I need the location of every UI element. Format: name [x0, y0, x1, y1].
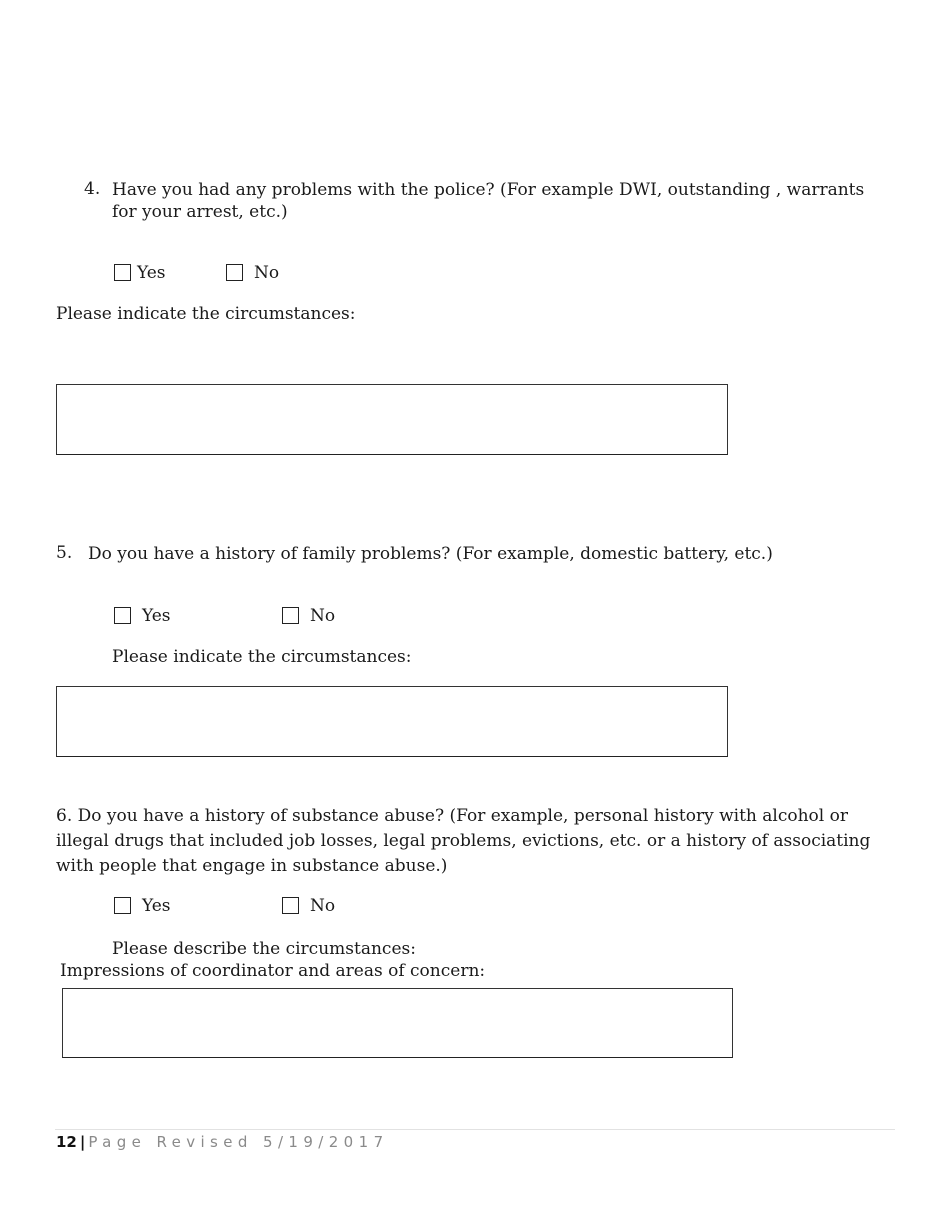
question-4-number: 4. [84, 179, 101, 199]
question-6-yes-label: Yes [142, 896, 171, 916]
question-5-yes-label: Yes [142, 606, 171, 626]
question-6-no-checkbox[interactable] [282, 897, 299, 914]
footer-revision-text: Page Revised 5/19/2017 [88, 1133, 389, 1151]
question-6-yes-checkbox[interactable] [114, 897, 131, 914]
question-4-no-label: No [254, 263, 280, 283]
coordinator-impressions-label: Impressions of coordinator and areas of concern: [60, 961, 486, 981]
question-5-answer-box[interactable] [56, 686, 728, 757]
question-5-text: Do you have a history of family problems? (For example, domestic battery, etc.) [88, 544, 773, 564]
question-5-no-checkbox[interactable] [282, 607, 299, 624]
question-4-text: Have you had any problems with the police? (For example DWI, outstanding , warrants for your arrest, etc.) [112, 180, 865, 222]
question-5-prompt: Please indicate the circumstances: [112, 647, 412, 667]
question-6-no-label: No [310, 896, 336, 916]
question-4-answer-box[interactable] [56, 384, 728, 455]
question-4-yes-label: Yes [137, 263, 166, 283]
footer-separator: | [79, 1133, 86, 1151]
question-5-no-label: No [310, 606, 336, 626]
question-5-number: 5. [56, 543, 73, 563]
footer-divider [55, 1129, 895, 1130]
page-footer [56, 1133, 389, 1151]
coordinator-impressions-box[interactable] [62, 988, 733, 1058]
page-number: 12 [56, 1133, 77, 1151]
question-6-text: 6. Do you have a history of substance abuse? (For example, personal history with alcohol or illegal drugs that included job losses, legal problems, evictions, etc. or a history of associating with people that engage in substance abuse.) [56, 806, 871, 876]
question-4-prompt: Please indicate the circumstances: [56, 304, 356, 324]
question-5-yes-checkbox[interactable] [114, 607, 131, 624]
question-4-yes-checkbox[interactable] [114, 264, 131, 281]
question-6-prompt: Please describe the circumstances: [112, 939, 416, 959]
question-4-no-checkbox[interactable] [226, 264, 243, 281]
